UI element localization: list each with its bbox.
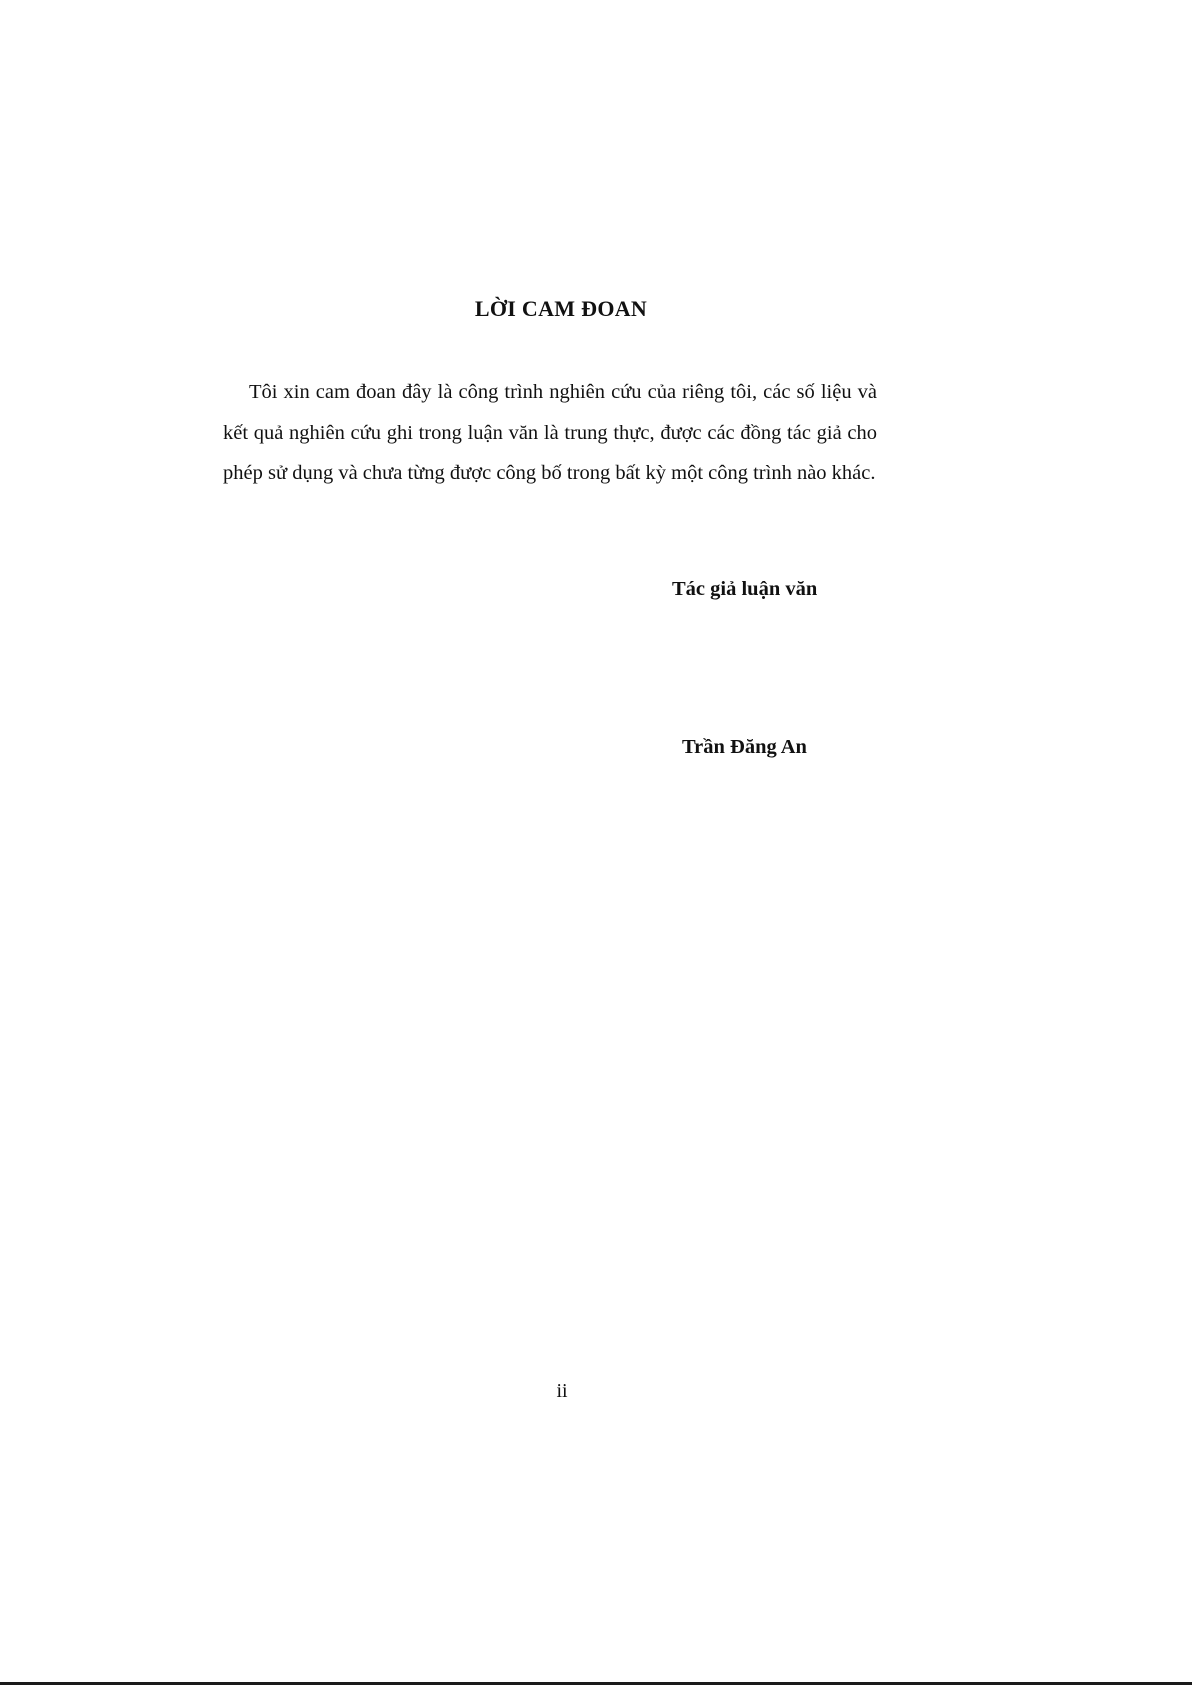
declaration-paragraph: Tôi xin cam đoan đây là công trình nghiên cứu của riêng tôi, các số liệu và kết quả nghiên cứu ghi trong luận văn là trung thực, được các đồng tác giả cho phép sử dụng và chưa từng được công bố trong bất kỳ một công trình nào khác. <box>223 381 877 484</box>
page-title: LỜI CAM ĐOAN <box>474 296 648 321</box>
page-number: ii <box>556 1380 568 1402</box>
signature-name: Trần Đăng An <box>682 736 807 758</box>
signature-role: Tác giả luận văn <box>672 578 818 600</box>
